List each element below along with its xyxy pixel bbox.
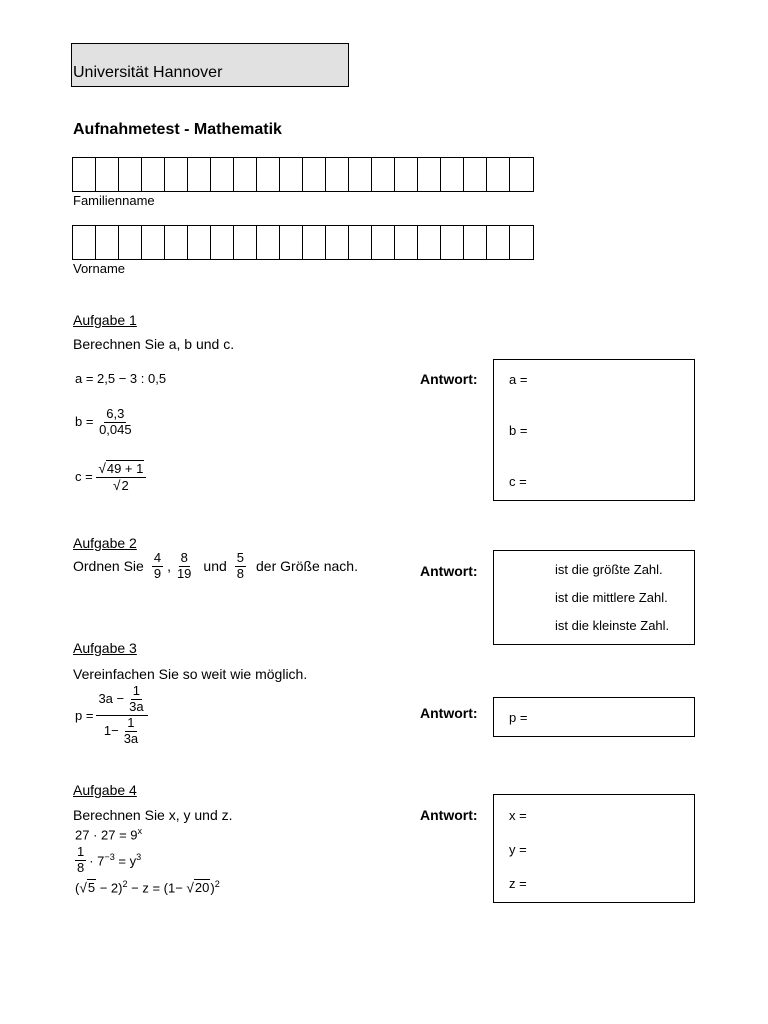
letter-cell[interactable] [418, 226, 441, 259]
firstname-label: Vorname [73, 261, 126, 276]
letter-cell[interactable] [487, 158, 510, 191]
task3-top-term: 3a − [98, 690, 125, 706]
letter-cell[interactable] [280, 226, 303, 259]
task2-answer-label: Antwort: [420, 563, 478, 579]
task1-answer-box[interactable] [493, 359, 695, 501]
task3-bot-fraction [122, 716, 140, 747]
letter-cell[interactable] [372, 158, 395, 191]
task4-instruction: Berechnen Sie x, y und z. [73, 807, 233, 823]
task3-heading: Aufgabe 3 [73, 640, 137, 656]
letter-cell[interactable] [349, 158, 372, 191]
task4-e1-exponent: x [137, 826, 143, 836]
fraction-num: 1 [132, 683, 140, 698]
task4-e3-radicand2: 20 [194, 880, 210, 896]
answer-x: x = [509, 808, 527, 823]
letter-cell[interactable] [303, 158, 326, 191]
letter-cell[interactable] [510, 226, 533, 259]
task4-expr-3 [75, 879, 220, 895]
letter-cell[interactable] [142, 158, 165, 191]
surname-letter-grid[interactable] [72, 157, 534, 192]
letter-cell[interactable] [349, 226, 372, 259]
answer-largest: ist die größte Zahl. [555, 562, 663, 577]
fraction-num: 1 [77, 844, 85, 859]
letter-cell[interactable] [257, 226, 280, 259]
sqrt-symbol: √ [79, 880, 87, 896]
task1-expr-b [75, 407, 134, 438]
task1-c-lhs: c = [75, 468, 93, 484]
fraction-den: 8 [77, 859, 85, 875]
letter-cell[interactable] [372, 226, 395, 259]
sqrt-symbol: √ [98, 461, 106, 476]
task1-heading: Aufgabe 1 [73, 312, 137, 328]
letter-cell[interactable] [119, 226, 142, 259]
task4-e2-exp1: −3 [104, 852, 115, 863]
task2-text-pre: Ordnen Sie [73, 558, 144, 575]
fraction-den: 3a [123, 730, 139, 746]
letter-cell[interactable] [510, 158, 533, 191]
letter-cell[interactable] [303, 226, 326, 259]
task4-expr-1 [75, 826, 142, 842]
task1-c-radicand-bottom: 2 [121, 477, 129, 493]
fraction-num: 5 [236, 550, 245, 565]
task1-b-den: 0,045 [99, 421, 132, 437]
task3-instruction: Vereinfachen Sie so weit wie möglich. [73, 666, 308, 682]
task4-e1-base: 27 · 27 = 9 [75, 827, 138, 843]
task2-answer-box[interactable] [493, 550, 695, 645]
task3-main-fraction [96, 684, 147, 747]
letter-cell[interactable] [73, 226, 96, 259]
task1-instruction: Berechnen Sie a, b und c. [73, 336, 235, 352]
task4-e2-rest [89, 852, 141, 868]
task4-e3-close: ) [210, 880, 215, 896]
fraction-den: 8 [236, 565, 245, 581]
task4-e3-mid2: − z = (1− [127, 880, 187, 896]
task1-expr-c [75, 461, 146, 494]
answer-z: z = [509, 876, 527, 891]
letter-cell[interactable] [326, 158, 349, 191]
answer-c: c = [509, 474, 527, 489]
task3-answer-box[interactable] [493, 697, 695, 737]
letter-cell[interactable] [441, 158, 464, 191]
fraction-num: 4 [153, 550, 162, 565]
task2-und: und [203, 558, 227, 575]
fraction-num: 8 [180, 550, 188, 565]
letter-cell[interactable] [119, 158, 142, 191]
task4-answer-label: Antwort: [420, 807, 478, 823]
task3-expr [75, 684, 148, 747]
task2-heading: Aufgabe 2 [73, 535, 137, 551]
surname-label: Familienname [73, 193, 155, 208]
task3-bot-term: 1− [103, 722, 119, 738]
task1-expr-a: a = 2,5 − 3 : 0,5 [75, 371, 167, 386]
task4-e2-mid: · 7 [89, 853, 105, 869]
answer-b: b = [509, 423, 528, 438]
answer-a: a = [509, 372, 528, 387]
letter-cell[interactable] [326, 226, 349, 259]
answer-smallest: ist die kleinste Zahl. [555, 618, 670, 633]
letter-cell[interactable] [464, 226, 487, 259]
task1-c-num [96, 461, 146, 478]
task1-b-fraction [97, 407, 134, 438]
fraction-num: 1 [127, 714, 135, 730]
answer-y: y = [509, 842, 527, 857]
task4-expr-2 [75, 845, 141, 876]
letter-cell[interactable] [395, 226, 418, 259]
letter-cell[interactable] [73, 158, 96, 191]
letter-cell[interactable] [234, 226, 257, 259]
fraction-den: 19 [176, 565, 192, 581]
institution-name: Universität Hannover [73, 64, 223, 81]
fraction-den: 3a [129, 698, 144, 714]
answer-middle: ist die mittlere Zahl. [555, 590, 668, 605]
task1-b-num: 6,3 [106, 406, 125, 421]
task1-answer-label: Antwort: [420, 371, 478, 387]
institution-header [71, 43, 349, 87]
task4-e3-radicand1: 5 [87, 880, 96, 896]
task2-comma: , [167, 558, 171, 575]
letter-cell[interactable] [395, 158, 418, 191]
firstname-letter-grid[interactable] [72, 225, 534, 260]
letter-cell[interactable] [165, 158, 188, 191]
task4-e3-exp1: 2 [122, 879, 128, 889]
task1-c-den [111, 478, 132, 494]
letter-cell[interactable] [96, 158, 119, 191]
task4-e2-exp2: 3 [136, 852, 142, 863]
letter-cell[interactable] [418, 158, 441, 191]
task2-text-post: der Größe nach. [256, 558, 358, 575]
task3-denominator [102, 716, 142, 747]
task3-top-fraction [127, 684, 145, 715]
task4-e3-mid1: − 2) [96, 880, 123, 896]
sqrt-symbol: √ [186, 880, 194, 896]
fraction-den: 9 [153, 565, 162, 581]
letter-cell[interactable] [142, 226, 165, 259]
document-title: Aufnahmetest - Mathematik [73, 121, 282, 138]
sqrt-symbol: √ [112, 477, 121, 493]
letter-cell[interactable] [165, 226, 188, 259]
task4-answer-box[interactable] [493, 794, 695, 903]
task3-answer-label: Antwort: [420, 705, 478, 721]
letter-cell[interactable] [464, 158, 487, 191]
task1-c-fraction [96, 461, 146, 494]
letter-cell[interactable] [257, 158, 280, 191]
task1-c-radicand-top: 49 + 1 [106, 461, 144, 476]
task2-fraction-3 [235, 551, 246, 582]
letter-cell[interactable] [188, 226, 211, 259]
letter-cell[interactable] [211, 226, 234, 259]
letter-cell[interactable] [96, 226, 119, 259]
task2-fraction-1 [152, 551, 163, 582]
task4-e3-open: ( [75, 880, 80, 896]
letter-cell[interactable] [188, 158, 211, 191]
letter-cell[interactable] [234, 158, 257, 191]
task2-instruction [73, 551, 358, 582]
task2-fraction-2 [175, 551, 193, 582]
task3-numerator [96, 684, 147, 716]
task4-e2-fraction [75, 845, 86, 876]
task4-e3-exp2: 2 [214, 879, 220, 889]
letter-cell[interactable] [280, 158, 303, 191]
letter-cell[interactable] [211, 158, 234, 191]
letter-cell[interactable] [441, 226, 464, 259]
task3-lhs: p = [75, 707, 94, 723]
task1-b-lhs: b = [75, 413, 94, 429]
task4-heading: Aufgabe 4 [73, 782, 137, 798]
task4-e2-eq: = y [118, 853, 137, 869]
answer-p: p = [509, 710, 528, 725]
letter-cell[interactable] [487, 226, 510, 259]
